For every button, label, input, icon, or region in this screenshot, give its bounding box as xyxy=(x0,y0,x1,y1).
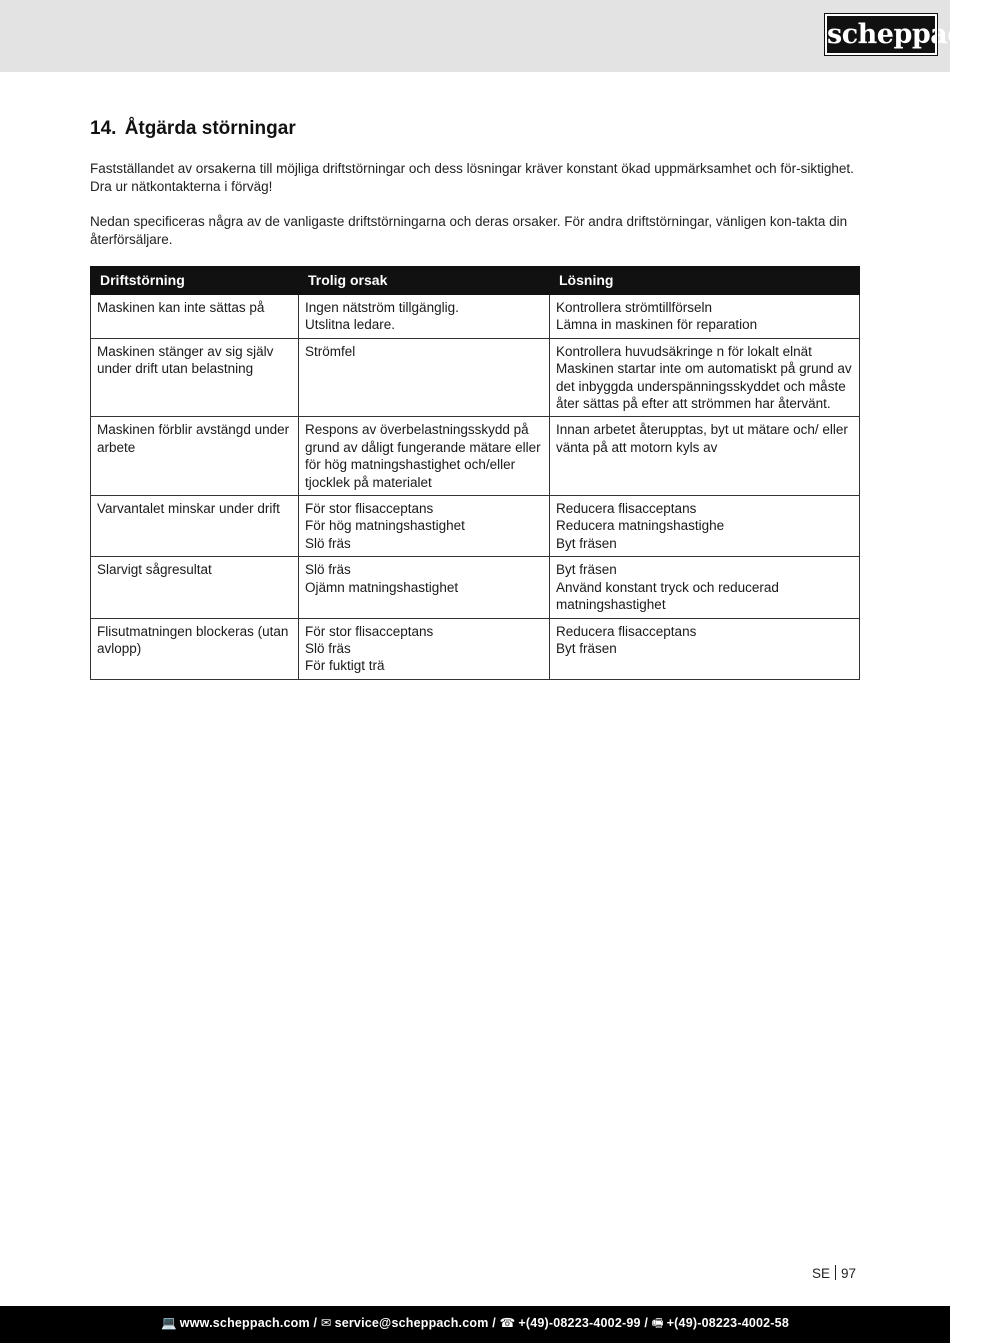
section-number: 14. xyxy=(90,118,117,139)
table-row xyxy=(91,295,860,339)
header-fault: Driftstörning xyxy=(91,267,299,295)
solution-line: Reducera flisacceptans xyxy=(556,501,697,517)
page-number-label xyxy=(812,1265,856,1281)
footer-bar xyxy=(0,1306,950,1343)
cause-line: Strömfel xyxy=(305,343,356,359)
cause-line: För fuktigt trä xyxy=(305,658,385,674)
cause-line: För stor flisacceptans xyxy=(305,501,434,517)
solution-line: Lämna in maskinen för reparation xyxy=(556,317,758,333)
cause-line: Ingen nätström tillgänglig. xyxy=(305,300,459,315)
cell-fault xyxy=(91,295,299,339)
page-content xyxy=(90,118,860,680)
page-language: SE xyxy=(812,1266,831,1281)
table-row xyxy=(91,557,860,618)
solution-line: Kontrollera strömtillförseln xyxy=(556,300,713,315)
cell-solution xyxy=(550,618,860,679)
cell-cause xyxy=(299,417,550,496)
footer-contact-3: +(49)-08223-4002-58 xyxy=(666,1316,789,1330)
cause-line: Respons av överbelastningsskydd på grund av dåligt fungerande mätare eller för hög matningshastighet och/eller tjocklek på materialet xyxy=(305,422,541,490)
cause-line: För stor flisacceptans xyxy=(305,623,434,639)
cause-line: Ojämn matningshastighet xyxy=(305,579,459,595)
header-solution: Lösning xyxy=(550,267,860,295)
cell-fault xyxy=(91,618,299,679)
solution-line: Innan arbetet återupptas, byt ut mätare och/ eller vänta på att motorn kyls av xyxy=(556,422,848,455)
footer-contact-2: +(49)-08223-4002-99 xyxy=(518,1316,641,1330)
phone-icon: ☎ xyxy=(499,1316,516,1330)
footer-contact-1: service@scheppach.com xyxy=(334,1316,489,1330)
solution-line: Byt fräsen xyxy=(556,640,617,656)
fault-line: Varvantalet minskar under drift xyxy=(97,501,280,517)
page-separator xyxy=(835,1265,836,1280)
section-title: Åtgärda störningar xyxy=(124,118,296,139)
intro-paragraph: Fastställandet av orsakerna till möjliga driftstörningar och dess lösningar kräver konstant ökad uppmärksamhet och för-siktighet. Dra ur nätkontakterna i förväg! xyxy=(90,161,854,194)
fault-line: Flisutmatningen blockeras (utan avlopp) xyxy=(97,623,289,656)
table-body xyxy=(91,295,860,680)
cause-line: Slö fräs xyxy=(305,562,351,578)
solution-line: Byt fräsen xyxy=(556,562,617,578)
footer-separator: / xyxy=(309,1316,321,1330)
cause-line: För hög matningshastighet xyxy=(305,518,465,534)
header-bar xyxy=(0,0,982,72)
solution-line: Reducera flisacceptans xyxy=(556,623,697,639)
footer-separator: / xyxy=(488,1316,500,1330)
solution-line: Använd konstant tryck och reducerad matningshastighet xyxy=(556,579,779,613)
computer-icon: 💻 xyxy=(161,1316,177,1330)
cell-cause xyxy=(299,496,550,557)
table-row xyxy=(91,496,860,557)
solution-line: Byt fräsen xyxy=(556,535,617,551)
cell-solution xyxy=(550,295,860,339)
cell-solution xyxy=(550,417,860,496)
solution-line: Reducera matningshastighe xyxy=(556,518,725,534)
cell-fault xyxy=(91,496,299,557)
cell-solution xyxy=(550,338,860,417)
fault-line: Maskinen stänger av sig själv under drift utan belastning xyxy=(97,343,274,377)
fault-line: Slarvigt sågresultat xyxy=(97,562,212,578)
cell-fault xyxy=(91,557,299,618)
footer-contact-0: www.scheppach.com xyxy=(179,1316,310,1330)
note-paragraph: Nedan specificeras några av de vanligaste driftstörningarna och deras orsaker. För andra driftstörningar, vänligen kon-takta din återförsäljare. xyxy=(90,214,848,247)
table-row xyxy=(91,338,860,417)
cause-line: Slö fräs xyxy=(305,640,351,656)
cause-line: Slö fräs xyxy=(305,535,351,551)
cell-cause xyxy=(299,618,550,679)
fax-icon: 🖷 xyxy=(651,1316,664,1330)
solution-line: Kontrollera huvudsäkringe n för lokalt elnät xyxy=(556,343,812,359)
cell-cause xyxy=(299,557,550,618)
section-heading xyxy=(90,118,860,140)
page-number: 97 xyxy=(841,1266,857,1281)
table-row xyxy=(91,618,860,679)
cell-fault xyxy=(91,417,299,496)
fault-line: Maskinen förblir avstängd under arbete xyxy=(97,422,290,455)
cell-cause xyxy=(299,295,550,339)
header-cause: Trolig orsak xyxy=(299,267,550,295)
cell-solution xyxy=(550,496,860,557)
cell-solution xyxy=(550,557,860,618)
fault-line: Maskinen kan inte sättas på xyxy=(97,300,265,315)
scheppach-logo: scheppach xyxy=(825,14,937,55)
mail-icon: ✉ xyxy=(320,1316,332,1330)
troubleshooting-table xyxy=(90,266,860,680)
table-header-row xyxy=(91,267,860,295)
solution-line: Maskinen startar inte om automatiskt på grund av det inbyggda underspänningsskyddet och måste åter sättas på efter att strömmen har återvänt. xyxy=(556,361,852,412)
table-row xyxy=(91,417,860,496)
cell-fault xyxy=(91,338,299,417)
cause-line: Utslitna ledare. xyxy=(305,317,396,333)
cell-cause xyxy=(299,338,550,417)
footer-separator: / xyxy=(640,1316,652,1330)
